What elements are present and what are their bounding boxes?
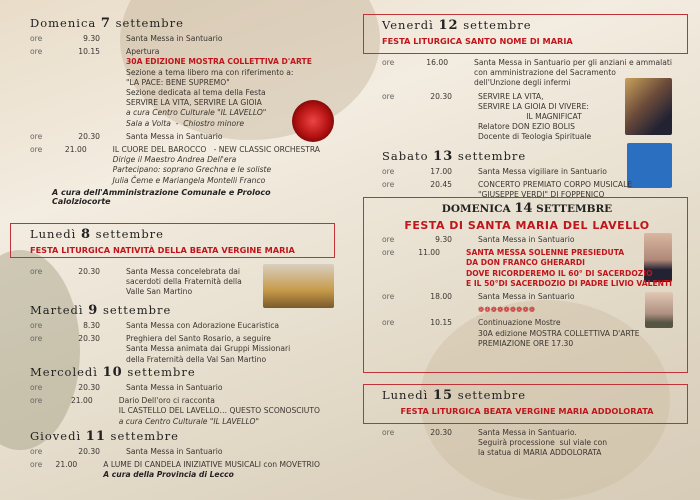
description-line: Santa Messa in Santuario — [126, 34, 223, 43]
month: settembre — [463, 18, 532, 32]
schedule-row — [382, 180, 672, 200]
description-line: Sezione dedicata al tema della Festa — [126, 88, 266, 98]
description-line: CONCERTO PREMIATO CORPO MUSICALE — [478, 180, 633, 190]
description-line: "GIUSEPPE VERDI" DI FOPPENICO — [478, 190, 605, 200]
ore-label: ore — [382, 91, 395, 101]
month: settembre — [110, 429, 179, 443]
day-name: Mercoledì — [30, 365, 98, 379]
description-line: Santa Messa in Santuario — [126, 447, 223, 456]
schedule-row — [30, 383, 320, 393]
event-description — [478, 318, 672, 349]
description-line: Dario Dell'oro ci racconta — [118, 396, 215, 406]
description-line: Santa Messa concelebrata dai — [126, 267, 241, 276]
feast-subtitle: FESTA LITURGICA BEATA VERGINE MARIA ADDOLORATA — [400, 406, 654, 416]
description-line: Seguirà processione sul viale con — [478, 438, 608, 448]
description-line: Docente di Teologia Spirituale — [478, 132, 592, 142]
day-name: Lunedì — [30, 227, 77, 241]
event-time: 20.30 — [78, 131, 100, 141]
ore-label: ore — [30, 267, 43, 276]
ore-label: ore — [30, 447, 43, 456]
day-number: 14 — [514, 201, 533, 216]
description-line: a cura Centro Culturale "IL LAVELLO" — [126, 108, 267, 118]
ore-label: ore — [382, 428, 395, 437]
event-time: 8.30 — [83, 321, 100, 330]
schedule-row — [382, 167, 672, 177]
event-time: 20.45 — [430, 180, 452, 190]
description-line: DA DON FRANCO GHERARDI — [465, 258, 585, 268]
description-line: IL MAGNIFICAT — [478, 112, 582, 122]
day-section-ven12 — [382, 18, 672, 143]
day-heading — [382, 149, 672, 164]
day-heading — [30, 303, 320, 318]
description-line: Santa Messa con Adorazione Eucaristica — [126, 321, 280, 330]
day-section-lun15 — [382, 388, 672, 459]
ore-label: ore — [382, 235, 395, 244]
event-description — [126, 321, 320, 331]
day-heading — [382, 388, 672, 403]
day-number: 7 — [100, 16, 111, 31]
event-time: 20.30 — [78, 383, 100, 392]
description-line: Valle San Martino — [126, 287, 193, 297]
event-time — [408, 305, 478, 315]
day-heading — [382, 202, 672, 216]
event-description — [478, 292, 672, 302]
description-line: DOVE RICORDEREMO IL 60° DI SACERDOZIO — [465, 268, 653, 278]
event-time: 20.30 — [78, 267, 100, 276]
day-heading — [30, 429, 320, 444]
schedule-row — [382, 318, 672, 349]
description-line: Santa Messa in Santuario. — [478, 428, 577, 437]
ore-label: ore — [30, 396, 43, 406]
schedule-row — [382, 235, 672, 245]
ore-label: ore — [30, 131, 43, 141]
day-heading — [30, 16, 320, 31]
event-time: 10.15 — [78, 47, 100, 57]
event-description — [126, 132, 320, 142]
schedule-row — [30, 267, 320, 298]
description-line: la statua di MARIA ADDOLORATA — [478, 448, 602, 458]
event-description — [478, 305, 672, 315]
event-time: 11.00 — [418, 248, 440, 258]
day-section-mar9 — [30, 303, 320, 365]
event-time: 18.00 — [430, 292, 452, 302]
description-line: PREMIAZIONE ORE 17.30 — [478, 338, 574, 348]
event-description — [126, 267, 320, 298]
description-line: Continuazione Mostre — [478, 318, 561, 328]
schedule-row — [382, 248, 672, 289]
day-name: Giovedì — [30, 429, 82, 443]
ore-label — [382, 305, 408, 315]
day-name: Martedì — [30, 303, 84, 317]
schedule-row — [30, 447, 320, 457]
day-section-dom7 — [30, 16, 320, 206]
description-line: Preghiera del Santo Rosario, a seguire — [126, 334, 271, 344]
day-heading — [30, 365, 320, 380]
event-time: 20.30 — [78, 447, 100, 456]
description-line: Sala a Volta - Chiostro minore — [126, 118, 244, 128]
organizer-note: A cura dell'Amministrazione Comunale e Proloco Calolziocorte — [52, 187, 271, 206]
schedule-row — [382, 292, 672, 302]
schedule-row — [30, 34, 320, 44]
event-description — [478, 180, 672, 200]
event-time: 20.30 — [430, 428, 452, 437]
description-line: dell'Unzione degli infermi — [474, 78, 571, 88]
description-line: 30A EDIZIONE MOSTRA COLLETTIVA D'ARTE — [126, 57, 312, 67]
day-number: 11 — [85, 429, 106, 444]
description-line: sacerdoti della Fraternità della — [126, 277, 242, 287]
description-line: Santa Messa in Santuario — [478, 235, 575, 244]
description-line: Santa Messa animata dai Gruppi Missionari — [126, 344, 291, 354]
schedule-row — [30, 145, 320, 186]
event-description — [466, 248, 672, 289]
feast-subtitle: FESTA LITURGICA NATIVITÀ DELLA BEATA VERGINE MARIA — [30, 245, 295, 255]
event-time: 17.00 — [430, 167, 452, 176]
schedule-row — [382, 428, 672, 459]
description-line: a cura Centro Culturale "IL LAVELLO" — [118, 416, 260, 426]
schedule-row — [30, 396, 320, 427]
description-line: Santa Messa in Santuario — [126, 131, 223, 141]
event-time: 9.30 — [435, 235, 452, 244]
feast-subtitle: FESTA LITURGICA SANTO NOME DI MARIA — [382, 36, 573, 46]
schedule-row — [30, 47, 320, 129]
schedule-row — [30, 321, 320, 331]
description-line: con amministrazione del Sacramento — [474, 68, 616, 78]
day-number: 12 — [438, 18, 459, 33]
description-line: Julia Čeme e Mariangela Montelli Franco — [112, 175, 266, 185]
description-line: SERVIRE LA GIOIA DI VIVERE: — [478, 101, 589, 111]
day-heading — [382, 18, 672, 33]
event-description — [478, 167, 672, 177]
day-section-sab13 — [382, 149, 672, 201]
month: SETTEMBRE — [536, 203, 613, 215]
ore-label: ore — [30, 460, 43, 470]
day-name: Lunedì — [382, 388, 429, 402]
event-description — [126, 447, 320, 457]
event-time: 16.00 — [426, 58, 449, 67]
ore-label: ore — [30, 383, 43, 392]
description-line: SANTA MESSA SOLENNE PRESIEDUTA — [465, 248, 625, 258]
month: settembre — [115, 16, 184, 30]
day-name: Domenica — [30, 16, 97, 30]
description-line: Santa Messa vigiliare in Santuario — [478, 167, 607, 176]
description-line: Santa Messa in Santuario per gli anziani e ammalati — [474, 58, 672, 67]
description-line: IL CASTELLO DEL LAVELLO… QUESTO SCONOSCIUTO — [118, 406, 320, 416]
day-section-mer10 — [30, 365, 320, 427]
day-name: Sabato — [382, 149, 429, 163]
day-number: 15 — [432, 388, 454, 403]
month: settembre — [127, 365, 196, 379]
description-line: E IL 50°DI SACERDOZIO DI PADRE LIVIO VALENTI — [465, 278, 672, 288]
schedule-row — [382, 92, 672, 143]
description-line: A cura della Provincia di Lecco — [103, 470, 234, 480]
day-number: 13 — [433, 149, 454, 164]
day-heading — [30, 227, 320, 242]
day-section-dom14 — [382, 202, 672, 349]
description-line: 30A edizione MOSTRA COLLETTIVA D'ARTE — [478, 328, 640, 338]
description-line: Partecipano: soprano Grechna e le soliste — [112, 165, 272, 175]
day-number: 10 — [102, 365, 123, 380]
description-line: SERVIRE LA VITA, SERVIRE LA GIOIA — [126, 98, 262, 108]
event-description — [119, 396, 320, 427]
month: settembre — [102, 303, 172, 317]
description-line: Sezione a tema libero ma con riferimento a: — [126, 67, 294, 77]
ore-label: ore — [30, 321, 43, 330]
event-time: 21.00 — [55, 460, 78, 470]
day-number: 8 — [80, 227, 91, 242]
schedule-row — [382, 305, 672, 315]
event-description — [478, 428, 672, 459]
ore-label: ore — [382, 180, 395, 190]
ore-label: ore — [382, 248, 395, 258]
event-time: 9.30 — [83, 34, 100, 43]
description-line: ❁❁❁❁❁❁❁❁❁ — [478, 305, 536, 315]
month: settembre — [95, 227, 164, 241]
schedule-row — [382, 58, 672, 89]
event-time: 21.00 — [64, 145, 87, 155]
day-name: Venerdì — [382, 18, 434, 32]
event-description — [103, 460, 320, 480]
ore-label: ore — [30, 334, 43, 344]
event-description — [126, 334, 320, 365]
feast-subtitle: FESTA DI SANTA MARIA DEL LAVELLO — [404, 219, 650, 232]
ore-label: ore — [30, 34, 43, 43]
description-line: "LA PACE: BENE SUPREMO" — [126, 77, 230, 87]
description-line: Apertura — [126, 47, 160, 57]
ore-label: ore — [382, 167, 395, 176]
description-line: Santa Messa in Santuario — [478, 292, 575, 302]
event-description — [478, 235, 672, 245]
event-time: 20.30 — [430, 91, 452, 101]
schedule-row — [30, 132, 320, 142]
ore-label: ore — [382, 318, 395, 328]
day-section-lun8 — [30, 227, 320, 298]
description-line: Relatore DON EZIO BOLIS — [478, 122, 575, 132]
event-time: 10.15 — [430, 318, 452, 328]
month: settembre — [457, 149, 527, 163]
ore-label: ore — [382, 292, 395, 302]
description-line: IL CUORE DEL BAROCCO - NEW CLASSIC ORCHESTRA — [112, 145, 320, 155]
schedule-row — [30, 460, 320, 480]
event-description — [478, 92, 672, 143]
ore-label: ore — [30, 47, 43, 57]
event-description — [113, 145, 320, 186]
event-time: 21.00 — [70, 396, 93, 406]
schedule-row — [30, 334, 320, 365]
description-line: della Fraternità della Val San Martino — [126, 354, 267, 364]
ore-label: ore — [382, 58, 395, 67]
description-line: Santa Messa in Santuario — [126, 383, 223, 392]
event-description — [126, 47, 320, 129]
event-description — [126, 34, 320, 44]
event-description — [126, 383, 320, 393]
description-line: Dirige il Maestro Andrea Dell'era — [112, 155, 237, 165]
description-line: A LUME DI CANDELA INIZIATIVE MUSICALI con MOVETRIO — [103, 460, 320, 470]
ore-label: ore — [30, 145, 43, 155]
day-name: DOMENICA — [441, 203, 511, 215]
description-line: SERVIRE LA VITA, — [478, 91, 544, 101]
month: settembre — [457, 388, 527, 402]
day-number: 9 — [88, 303, 99, 318]
day-section-gio11 — [30, 429, 320, 481]
event-description — [474, 58, 672, 89]
event-time: 20.30 — [78, 334, 100, 344]
